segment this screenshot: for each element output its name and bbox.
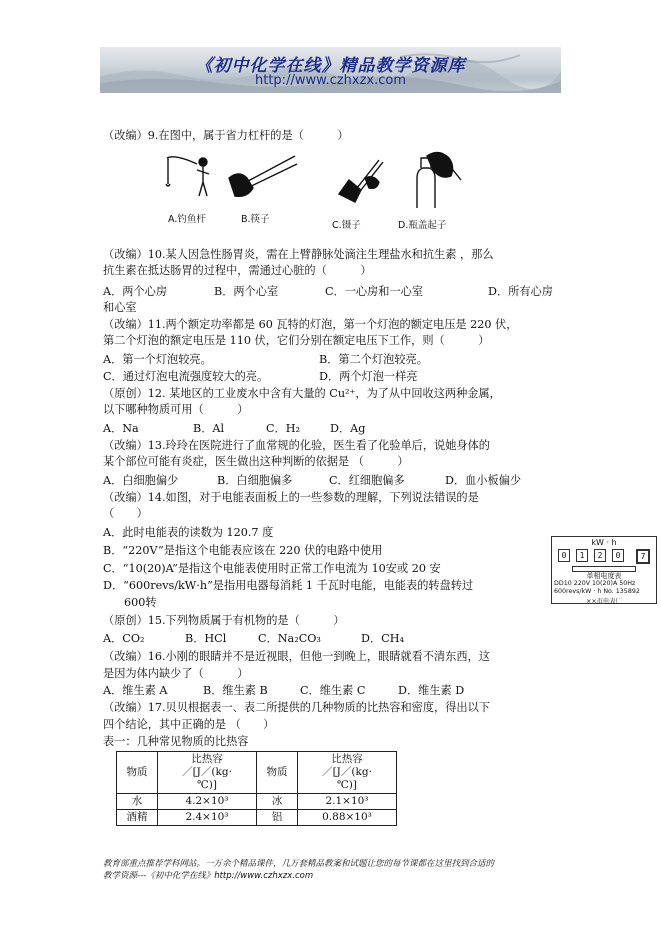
q15-option-d: D．CH₄	[361, 632, 404, 645]
meter-label: 单相电度表	[586, 572, 622, 580]
meter-digit: 2	[594, 549, 606, 562]
header-specific-heat	[298, 752, 397, 794]
header-banner	[100, 47, 561, 93]
table-header-row	[117, 752, 397, 794]
bottle-opener-figure	[417, 152, 461, 208]
q17-table-title: 表一：几种常见物质的比热容	[103, 735, 249, 748]
q9-caption-a: A.钓鱼杆	[168, 214, 206, 225]
table-cell: 冰	[257, 794, 298, 810]
q10-line4: 和心室	[103, 301, 137, 314]
q17-line2: 四个结论，其中正确的是 （ ）	[103, 718, 275, 731]
q16-option-a: A．维生素 A	[103, 684, 168, 697]
q10-option-c: C．一心房和一心室	[325, 285, 424, 298]
q11-option-a: A．第一个灯泡较亮。	[103, 353, 212, 366]
fishing-rod-figure	[166, 157, 209, 196]
q12-option-b: B．Al	[193, 422, 225, 435]
q12-option-d: D．Ag	[330, 422, 366, 435]
meter-digit: 1	[576, 549, 588, 562]
header-heat-line2: ／[J／(kg·	[182, 766, 232, 778]
specific-heat-table	[116, 751, 397, 826]
q16-option-b: B．维生素 B	[203, 684, 268, 697]
q10-line1: （改编）10.某人因急性肠胃炎，需在上臂静脉处滴注生理盐水和抗生素 ，那么	[103, 248, 494, 261]
q9-caption-b: B.筷子	[241, 214, 270, 225]
q14-option-b: B．“220V”是指这个电能表应该在 220 伏的电路中使用	[103, 544, 383, 557]
q12-option-a: A．Na	[103, 422, 139, 435]
q10-option-a: A．两个心房	[103, 285, 168, 298]
header-substance: 物质	[257, 752, 298, 794]
q14-line2: （ ）	[103, 507, 148, 520]
header-heat-line3: ℃)]	[337, 779, 357, 791]
header-heat-line2: ／[J／(kg·	[322, 766, 372, 778]
q9-caption-c: C.镊子	[332, 220, 361, 231]
header-heat-line1: 比热容	[191, 753, 223, 765]
q14-option-a: A．此时电能表的读数为 120.7 度	[103, 526, 274, 539]
footer-source: 教学资源---《初中化学在线》	[103, 871, 215, 881]
header-heat-line1: 比热容	[331, 753, 363, 765]
q14-line1: （改编）14.如图，对于电能表面板上的一些参数的理解，下列说法错误的是	[103, 491, 479, 504]
chopsticks-figure	[229, 156, 297, 196]
meter-unit: kW · h	[591, 538, 617, 547]
page-footer	[103, 858, 494, 882]
banner-title: 《初中化学在线》精品教学资源库	[195, 56, 466, 76]
meter-digit: 7	[636, 549, 650, 564]
table-cell: 酒精	[117, 810, 158, 826]
q13-line2: 某个部位可能有炎症，医生做出这种判断的依据是 （ ）	[103, 455, 409, 468]
q16-line2: 是因为体内缺少了（ ）	[103, 667, 249, 680]
meter-spec-line2: 600revs/kW · h No. 135892	[554, 588, 640, 595]
q13-option-b: B．白细胞偏多	[217, 474, 293, 487]
meter-digit: 0	[558, 549, 570, 562]
header-substance: 物质	[117, 752, 158, 794]
q16-option-c: C．维生素 C	[300, 684, 366, 697]
q13-option-d: D．血小板偏少	[445, 474, 522, 487]
q13-option-c: C．红细胞偏多	[329, 474, 405, 487]
q13-line1: （改编）13.玲玲在医院进行了血常规的化验，医生看了化验单后，说她身体的	[103, 439, 490, 452]
table-cell: 2.4×10³	[158, 810, 257, 826]
header-specific-heat	[158, 752, 257, 794]
q16-option-d: D．维生素 D	[398, 684, 465, 697]
q11-option-b: B．第二个灯泡较亮。	[319, 353, 428, 366]
q14-option-d-line2: 600转	[124, 596, 157, 609]
header-heat-line3: ℃)]	[197, 779, 217, 791]
q10-line2: 抗生素在抵达肠胃的过程中，需通过心脏的（ ）	[103, 264, 372, 277]
footer-line1: 教育部重点推荐学科网站。一万余个精品课件，几万套精品教案和试题让您的每节课都在这里找到合适的	[103, 859, 495, 869]
q15-option-c: C．Na₂CO₃	[258, 632, 321, 645]
banner-url: http://www.czhxzx.com	[255, 73, 406, 88]
q12-line2: 以下哪种物质可用（ ）	[103, 403, 249, 416]
table-cell: 铝	[257, 810, 298, 826]
q11-line2: 第二个灯泡的额定电压是 110 伏，它们分别在额定电压下工作，则（ ）	[103, 334, 490, 347]
footer-line2	[103, 870, 494, 882]
table-row	[117, 810, 397, 826]
footer-link[interactable]: http://www.czhxzx.com	[214, 871, 314, 881]
q12-option-c: C．H₂	[266, 422, 300, 435]
q16-line1: （改编）16.小刚的眼睛并不是近视眼，但他一到晚上，眼睛就看不清东西，这	[103, 650, 490, 663]
q14-option-d-line1: D．“600revs/kW·h”是指用电器每消耗 1 千瓦时电能，电能表的转盘转过	[103, 579, 474, 592]
q9-lever-figures	[165, 150, 475, 212]
meter-digit: 0	[612, 549, 624, 562]
table-row	[117, 794, 397, 810]
table-cell: 2.1×10³	[298, 794, 397, 810]
q11-line1: （改编）11.两个额定功率都是 60 瓦特的灯泡，第一个灯泡的额定电压是 220 伏，	[103, 318, 518, 331]
table-cell: 水	[117, 794, 158, 810]
q13-option-a: A．白细胞偏少	[103, 474, 179, 487]
q11-option-c: C．通过灯泡电流强度较大的亮。	[103, 370, 269, 383]
electricity-meter-figure	[551, 536, 657, 604]
q17-line1: （改编）17.贝贝根据表一、表二所提供的几种物质的比热容和密度，得出以下	[103, 701, 490, 714]
q12-line1: （原创）12. 某地区的工业废水中含有大量的 Cu²⁺，为了从中回收这两种金属，	[103, 387, 501, 400]
tweezers-figure	[339, 160, 383, 202]
table-cell: 0.88×10³	[298, 810, 397, 826]
meter-spec-line1: DD10 220V 10(20)A 50Hz	[554, 580, 636, 587]
q15-stem: （原创）15.下列物质属于有机物的是（ ）	[103, 614, 345, 627]
table-cell: 4.2×10³	[158, 794, 257, 810]
q15-option-b: B．HCl	[185, 632, 227, 645]
q10-option-b: B．两个心室	[214, 285, 279, 298]
q10-option-d: D．所有心房	[488, 285, 553, 298]
q9-caption-d: D.瓶盖起子	[398, 220, 447, 231]
q9-stem: （改编）9.在图中，属于省力杠杆的是（ ）	[103, 129, 349, 142]
q15-option-a: A．CO₂	[103, 632, 145, 645]
q11-option-d: D．两个灯泡一样亮	[319, 370, 418, 383]
q14-option-c: C．“10(20)A”是指这个电能表使用时正常工作电流为 10安或 20 安	[103, 562, 441, 575]
meter-maker: ××市电表厂	[586, 598, 622, 605]
